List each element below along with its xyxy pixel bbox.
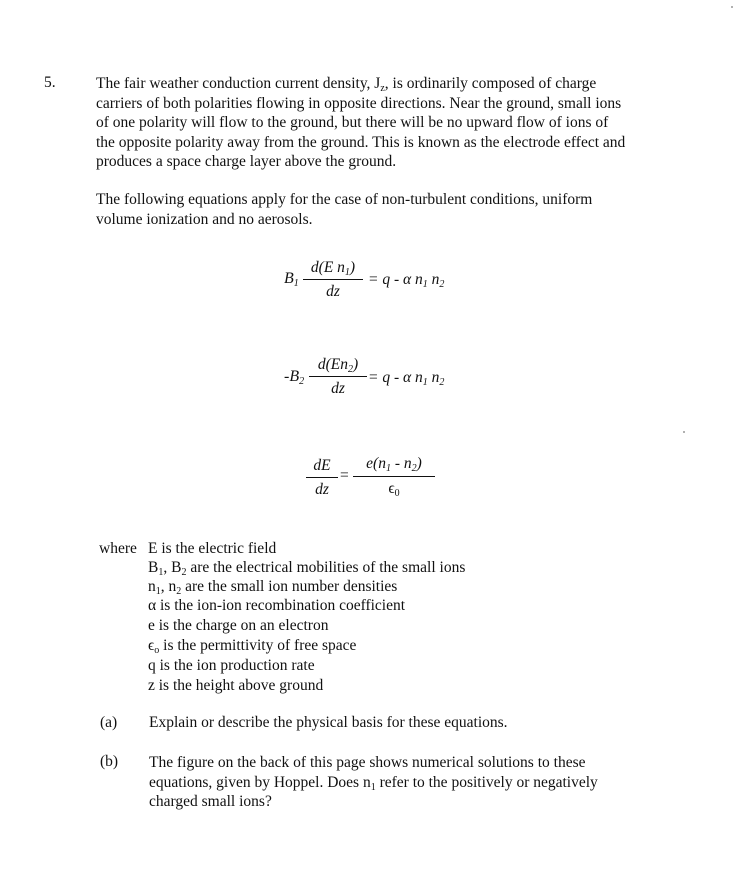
intro-line: The fair weather conduction current density, $J_z$, is ordinarily composed of charge (96, 75, 597, 94)
eq1-numerator: d(E $n_1$) (310, 259, 356, 278)
eq1-denominator: dz (326, 283, 340, 300)
intro-line: of one polarity will flow to the ground, but there will be no upward flow of ions of (96, 114, 609, 131)
conditions-line: The following equations apply for the case of non-turbulent conditions, uniform (96, 191, 593, 208)
part-b-line: charged small ions? (149, 793, 272, 810)
eq2-coefficient: $-B_2$ (284, 368, 305, 387)
conditions-line: volume ionization and no aerosols. (96, 210, 313, 228)
part-a-label: (a) (100, 714, 118, 731)
definition-charge: e is the charge on an electron (148, 617, 329, 634)
eq3-denominator: dz (315, 481, 329, 498)
definition-mobilities: $B_1$, $B_2$ are the electrical mobilities of the small ions (148, 559, 466, 578)
intro-line: the opposite polarity away from the ground. This is known as the electrode effect and (96, 133, 626, 151)
intro-line: carriers of both polarities flowing in opposite directions. Near the ground, small ions (96, 94, 622, 112)
eq3-rhs-fraction-bar (353, 476, 435, 477)
eq2-numerator: $d(En_2)$ (317, 356, 359, 375)
definition-e-field: E is the electric field (148, 540, 277, 557)
part-b-text (149, 753, 709, 812)
eq2-rhs: = q - α $n_1$ $n_2$ (368, 369, 445, 388)
definition-production-rate: q is the ion production rate (148, 657, 315, 674)
part-b-line: The figure on the back of this page shows numerical solutions to these (149, 754, 586, 771)
definition-alpha: α is the ion-ion recombination coefficient (148, 597, 406, 614)
eq3-fraction-bar (306, 477, 338, 478)
intro-paragraph (96, 74, 716, 172)
eq3-equals: = (340, 467, 349, 484)
where-label: where (99, 540, 137, 557)
eq3-rhs-denominator: $\epsilon_0$ (388, 480, 400, 499)
intro-line: produces a space charge layer above the ground. (96, 153, 397, 170)
eq1-rhs: = q - α $n_1$ $n_2$ (368, 271, 445, 290)
scan-speck (731, 6, 733, 8)
eq3-rhs-numerator: $e(n_1 - n_2)$ (366, 455, 422, 474)
eq1-coefficient: $B_1$ (284, 270, 299, 289)
part-b-line: equations, given by Hoppel. Does $n_1$ refer to the positively or negatively (149, 773, 598, 793)
definition-number-densities: $n_1$, $n_2$ are the small ion number densities (148, 578, 398, 597)
definition-height: z is the height above ground (148, 677, 324, 694)
part-b-label: (b) (100, 753, 119, 770)
eq1-fraction-bar (303, 279, 363, 280)
eq2-denominator: dz (331, 380, 345, 397)
conditions-paragraph (96, 190, 716, 229)
scan-speck (683, 431, 685, 433)
part-a-text: Explain or describe the physical basis for these equations. (149, 714, 508, 731)
definition-permittivity: $\epsilon_o$ is the permittivity of free space (148, 637, 357, 656)
problem-number: 5. (44, 74, 56, 91)
eq3-numerator: dE (313, 457, 331, 474)
eq2-fraction-bar (309, 376, 367, 377)
